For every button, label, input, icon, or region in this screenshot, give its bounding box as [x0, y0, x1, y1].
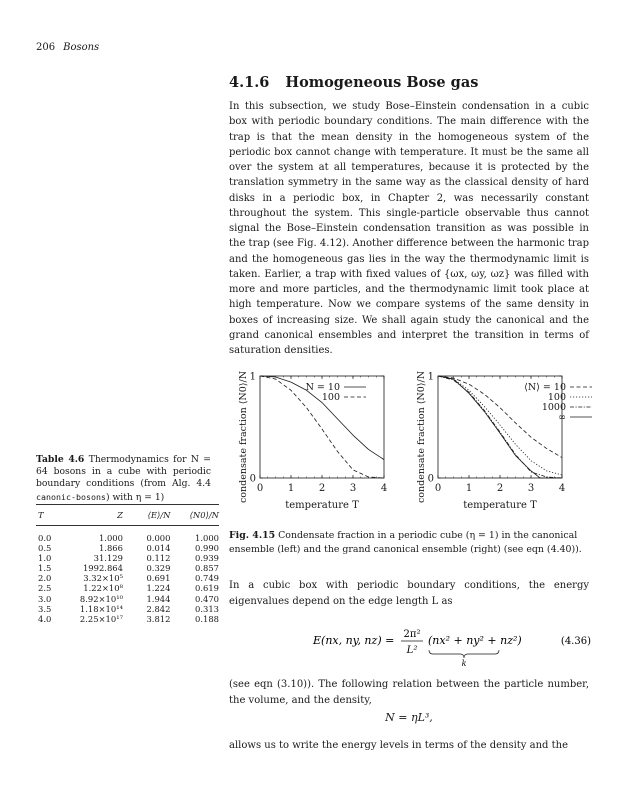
section-title: Homogeneous Bose gas	[285, 74, 479, 91]
figure-label: Fig. 4.15	[229, 530, 276, 541]
y-tick-label: 0	[249, 473, 256, 485]
cell-condensate: 0.857	[195, 563, 219, 574]
paragraph-density-relation: (see eqn (3.10)). The following relation between the particle number, the volume, and the density,	[229, 679, 589, 706]
x-tick-label: 0	[256, 483, 264, 494]
eq-underbrace-label: k	[461, 659, 467, 668]
x-tick-label: 4	[380, 483, 388, 494]
figure-caption	[229, 529, 597, 557]
table-label: Table 4.6	[36, 454, 85, 465]
y-tick-label: 1	[249, 371, 256, 383]
cell-energy: 0.329	[146, 563, 171, 574]
cell-partition-function: 1.22×10⁸	[83, 583, 123, 594]
section-heading	[229, 74, 478, 91]
section-number: 4.1.6	[229, 74, 270, 91]
cell-partition-function: 2.25×10¹⁷	[79, 613, 123, 624]
eq-lhs: E(nx, ny, nz) =	[313, 634, 395, 647]
legend-label: 100	[547, 392, 566, 403]
cell-temperature: 1.5	[38, 563, 52, 574]
cell-condensate: 1.000	[195, 533, 219, 543]
cell-energy: 2.842	[146, 603, 171, 614]
cell-condensate: 0.749	[195, 573, 219, 584]
equation-4-36-svg	[229, 620, 597, 668]
cell-temperature: 0.0	[38, 533, 52, 543]
paragraph-energy-levels: allows us to write the energy levels in terms of the density and the	[229, 740, 568, 751]
cell-condensate: 0.939	[195, 553, 219, 564]
legend-label: 1000	[541, 402, 566, 413]
x-axis-label: temperature T	[463, 500, 537, 511]
equation-density: N = ηL³,	[385, 711, 433, 724]
table-row	[36, 573, 219, 583]
table-row	[36, 543, 219, 553]
paragraph-energy-eigenvalues: In a cubic box with periodic boundary conditions, the energy eigenvalues depend on the edge length L as	[229, 580, 589, 607]
cell-condensate: 0.188	[195, 613, 219, 624]
eq-number: (4.36)	[560, 636, 591, 647]
eq-denominator: L²	[406, 645, 418, 656]
table-row	[36, 604, 219, 614]
legend-label: 100	[321, 392, 340, 403]
cell-temperature: 2.0	[38, 573, 52, 584]
cell-temperature: 2.5	[38, 583, 52, 594]
cell-partition-function: 1.18×10¹⁴	[79, 603, 123, 614]
cell-partition-function: 3.32×10⁵	[83, 573, 123, 584]
cell-partition-function: 1.000	[98, 533, 123, 543]
table-row	[36, 594, 219, 604]
cell-condensate: 0.619	[195, 583, 219, 594]
x-tick-label: 4	[558, 483, 566, 494]
cell-temperature: 3.0	[38, 593, 52, 604]
cell-energy: 0.000	[146, 533, 171, 543]
cell-energy: 3.812	[146, 613, 171, 624]
table-row	[36, 563, 219, 573]
x-tick-label: 1	[287, 483, 295, 494]
x-tick-label: 3	[527, 483, 535, 494]
thermodynamics-table	[36, 504, 219, 627]
cell-partition-function: 31.129	[93, 553, 123, 564]
chart-grand-canonical-svg	[416, 358, 596, 518]
y-tick-label: 0	[427, 473, 434, 485]
cell-energy: 0.112	[146, 553, 171, 564]
table-row	[36, 526, 219, 544]
chart-canonical	[238, 358, 406, 522]
table-row	[36, 553, 219, 563]
table-caption	[36, 454, 211, 504]
cell-partition-function: 8.92×10¹⁰	[79, 593, 123, 604]
table-row	[36, 614, 219, 627]
cell-energy: 0.691	[146, 573, 171, 584]
legend-label: ⟨N⟩ = 10	[524, 382, 566, 393]
table-row	[36, 583, 219, 593]
running-head-title: Bosons	[63, 42, 100, 53]
cell-energy: 0.014	[146, 543, 171, 554]
header-partition-function: Z	[117, 510, 123, 520]
table-algorithm: canonic-bosons	[36, 491, 106, 502]
cell-temperature: 4.0	[38, 613, 52, 624]
table-caption-end: ) with η = 1)	[105, 491, 165, 503]
header-energy: ⟨E⟩/N	[147, 510, 171, 520]
cell-partition-function: 1.866	[98, 543, 123, 554]
body-paragraph: In this subsection, we study Bose–Einstein condensation in a cubic box with periodic boundary conditions. The main difference with the trap is that the mean density in the homogeneous system of the periodic box cannot change with temperature. It must be the same all over the system at all temperatures, because it is protected by the translation symmetry in the same way as the classical density of hard disks in a periodic box, in Chapter 2, was necessarily constant throughout the system. This single-particle observable thus cannot signal the Bose–Einstein condensation transition as was possible in the trap (see Fig. 4.12). Another difference between the harmonic trap and the homogeneous gas lies in the way the thermodynamic limit is taken. Earlier, a trap with fixed values of {ωx, ωy, ωz} was filled with more and more particles, and the thermodynamic limit took place at high temperature. Now we compare systems of the same density in boxes of increasing size. We shall again study the canonical and the grand canonical ensembles and interpret the transition in terms of saturation densities.	[229, 101, 590, 356]
y-axis-label: condensate fraction ⟨N0⟩/N	[238, 370, 249, 504]
cell-energy: 1.944	[146, 593, 171, 604]
header-temperature: T	[38, 510, 44, 520]
table-header-row	[36, 505, 219, 526]
cell-condensate: 0.470	[195, 593, 219, 604]
cell-temperature: 0.5	[38, 543, 52, 554]
x-tick-label: 1	[465, 483, 473, 494]
legend-label: N = 10	[305, 382, 340, 393]
x-tick-label: 2	[318, 483, 326, 494]
cell-condensate: 0.990	[195, 543, 219, 554]
x-tick-label: 2	[496, 483, 504, 494]
legend-label: ∞	[558, 412, 566, 423]
eq-numerator: 2π²	[403, 629, 421, 640]
cell-temperature: 1.0	[38, 553, 52, 564]
x-tick-label: 3	[349, 483, 357, 494]
y-axis-label: condensate fraction ⟨N0⟩/N	[416, 370, 427, 504]
chart-grand-canonical	[416, 358, 596, 522]
page-number: 206	[36, 42, 56, 53]
cell-temperature: 3.5	[38, 603, 52, 614]
running-head	[36, 42, 99, 53]
eq-underbrace	[429, 650, 499, 658]
cell-partition-function: 1992.864	[82, 563, 123, 574]
figure-caption-text: Condensate fraction in a periodic cube (η = 1) in the canonical ensemble (left) and the grand canonical ensemble (right) (see eqn (4.40)).	[229, 530, 582, 555]
cell-condensate: 0.313	[195, 603, 219, 614]
table-caption-text: Thermodynamics for N = 64 bosons in a cube with periodic boundary conditions (from Alg. 4.4	[36, 454, 211, 490]
x-axis-label: temperature T	[285, 500, 359, 511]
header-condensate: ⟨N0⟩/N	[189, 510, 219, 520]
chart-canonical-svg	[238, 358, 406, 518]
cell-energy: 1.224	[146, 583, 171, 594]
equation-4-36	[229, 620, 597, 668]
x-tick-label: 0	[434, 483, 442, 494]
y-tick-label: 1	[427, 371, 434, 383]
eq-bracket: (nx² + ny² + nz²)	[428, 634, 522, 647]
